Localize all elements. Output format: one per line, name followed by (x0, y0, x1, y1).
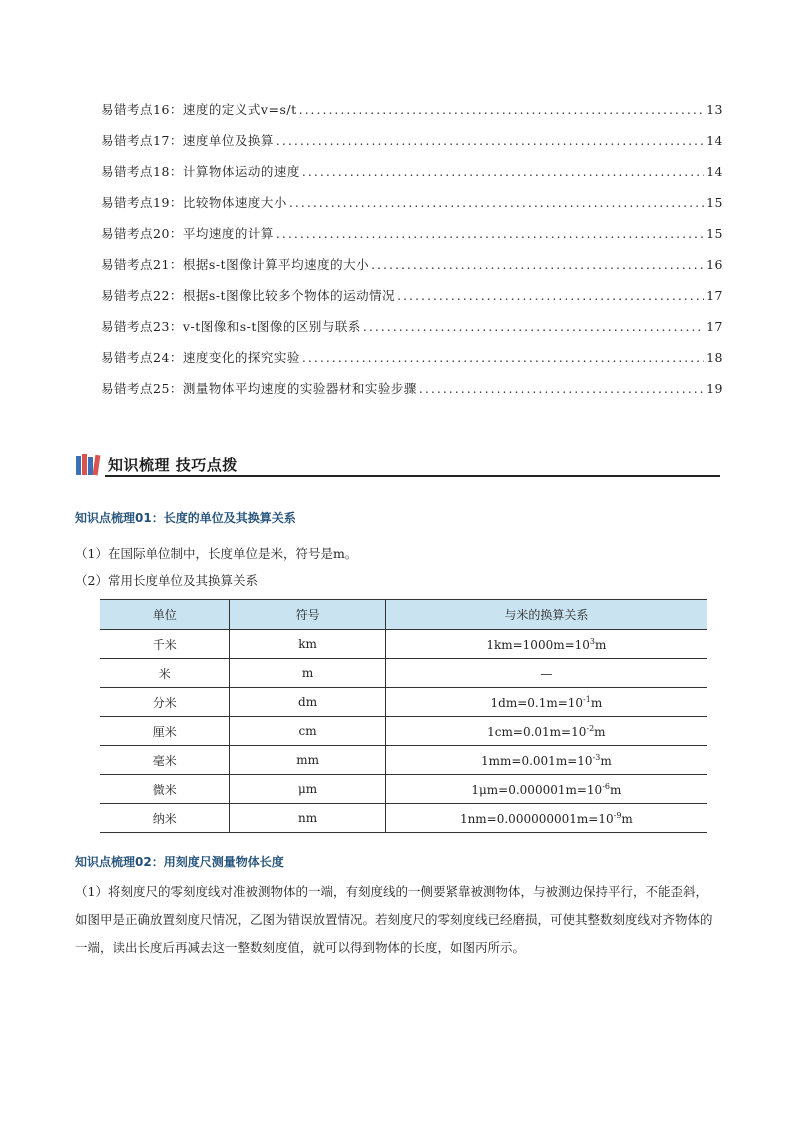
toc-page-number: 14 (706, 133, 723, 148)
toc-page-number: 19 (706, 381, 723, 396)
conversion-exponent: -6 (602, 781, 610, 791)
toc-entry[interactable] (101, 379, 723, 410)
toc-page-number: 16 (706, 257, 723, 272)
conversion-unit: m (609, 782, 622, 797)
toc-dot-leader (397, 288, 704, 303)
table-row (100, 746, 707, 775)
conversion-base: 1nm=0.000000001m=10 (459, 811, 614, 826)
unit-cell: 千米 (100, 630, 230, 659)
conversion-cell (385, 659, 707, 688)
toc-page-number: 15 (706, 226, 723, 241)
conversion-cell (385, 804, 707, 833)
conversion-exponent: -1 (583, 694, 591, 704)
toc-entry[interactable] (101, 317, 723, 348)
symbol-cell: nm (230, 804, 385, 833)
toc-entry[interactable] (101, 255, 723, 286)
toc-entry[interactable] (101, 131, 723, 162)
conversion-cell (385, 717, 707, 746)
toc-dot-leader (299, 102, 705, 117)
conversion-base: 1cm=0.01m=10 (487, 724, 587, 739)
paragraph: （2）常用长度单位及其换算关系 (75, 573, 258, 588)
toc-entry-label: 易错考点19：比较物体速度大小 (101, 195, 287, 210)
toc-entry-label: 易错考点17：速度单位及换算 (101, 133, 274, 148)
table-row (100, 630, 707, 659)
unit-cell: 毫米 (100, 746, 230, 775)
conversion-base: — (540, 666, 553, 681)
symbol-cell: μm (230, 775, 385, 804)
conversion-exponent: -3 (592, 752, 601, 762)
conversion-base: 1dm=0.1m=10 (490, 695, 584, 710)
toc-dot-leader (276, 133, 704, 148)
toc-entry-label: 易错考点21：根据s-t图像计算平均速度的大小 (101, 257, 370, 272)
conversion-unit: m (590, 695, 603, 710)
toc-dot-leader (363, 319, 704, 334)
conversion-base: 1mm=0.001m=10 (481, 753, 593, 768)
toc-entry-label: 易错考点25：测量物体平均速度的实验器材和实验步骤 (101, 381, 417, 396)
toc-dot-leader (302, 164, 704, 179)
unit-cell: 分米 (100, 688, 230, 717)
toc-entry-label: 易错考点20：平均速度的计算 (101, 226, 274, 241)
banner-underline (105, 475, 720, 477)
section-title: 知识点梳理02：用刻度尺测量物体长度 (75, 855, 284, 869)
conversion-exponent: 3 (589, 636, 596, 646)
paragraph: （1）将刻度尺的零刻度线对准被测物体的一端，有刻度线的一侧要紧靠被测物体，与被测边保持平行，不能歪斜，如图甲是正确放置刻度尺情况，乙图为错误放置情况。若刻度尺的零刻度线已经磨损，可使其整数刻度线对齐物体的一端，读出长度后再减去这一整数刻度值，就可以得到物体的长度，如图丙所示。 (75, 884, 713, 955)
column-header: 与米的换算关系 (385, 600, 707, 630)
conversion-unit: m (594, 724, 606, 739)
conversion-unit: m (595, 637, 607, 652)
conversion-cell (385, 630, 707, 659)
toc-entry-label: 易错考点16：速度的定义式v=s/t (101, 102, 297, 117)
section-title: 知识点梳理01：长度的单位及其换算关系 (75, 511, 296, 525)
conversion-base: 1km=1000m=10 (486, 637, 590, 652)
toc-entry[interactable] (101, 224, 723, 255)
toc-entry-label: 易错考点18：计算物体运动的速度 (101, 164, 300, 179)
conversion-cell (385, 775, 707, 804)
toc-page-number: 15 (706, 195, 723, 210)
conversion-base: 1μm=0.000001m=10 (471, 782, 603, 797)
toc-page-number: 13 (706, 102, 723, 117)
conversion-unit: m (600, 753, 612, 768)
toc-entry[interactable] (101, 162, 723, 193)
unit-cell: 微米 (100, 775, 230, 804)
table-row (100, 659, 707, 688)
symbol-cell: m (230, 659, 385, 688)
table-header-row (100, 600, 707, 630)
table-row (100, 804, 707, 833)
unit-cell: 纳米 (100, 804, 230, 833)
toc-dot-leader (302, 350, 704, 365)
table-row (100, 688, 707, 717)
unit-cell: 米 (100, 659, 230, 688)
symbol-cell: dm (230, 688, 385, 717)
books-icon (75, 454, 103, 476)
toc-entry-label: 易错考点22：根据s-t图像比较多个物体的运动情况 (101, 288, 396, 303)
unit-cell: 厘米 (100, 717, 230, 746)
symbol-cell: km (230, 630, 385, 659)
conversion-exponent: -2 (586, 723, 595, 733)
toc-entry-label: 易错考点23：v-t图像和s-t图像的区别与联系 (101, 319, 361, 334)
conversion-unit: m (621, 811, 633, 826)
toc-entry-label: 易错考点24：速度变化的探究实验 (101, 350, 300, 365)
toc-dot-leader (371, 257, 704, 272)
toc-dot-leader (289, 195, 704, 210)
unit-conversion-table (100, 599, 707, 833)
conversion-cell (385, 688, 707, 717)
toc-entry[interactable] (101, 100, 723, 131)
table-row (100, 717, 707, 746)
symbol-cell: cm (230, 717, 385, 746)
column-header: 单位 (100, 600, 230, 630)
banner-title: 知识梳理 技巧点拨 (108, 456, 238, 474)
toc-entry[interactable] (101, 348, 723, 379)
toc-entry[interactable] (101, 286, 723, 317)
toc-page-number: 14 (706, 164, 723, 179)
toc-page-number: 17 (706, 288, 723, 303)
conversion-cell (385, 746, 707, 775)
conversion-exponent: -9 (613, 810, 622, 820)
column-header: 符号 (230, 600, 385, 630)
toc-page-number: 18 (706, 350, 723, 365)
table-row (100, 775, 707, 804)
toc-dot-leader (276, 226, 704, 241)
symbol-cell: mm (230, 746, 385, 775)
table-of-contents (101, 100, 723, 410)
toc-entry[interactable] (101, 193, 723, 224)
toc-dot-leader (419, 381, 704, 396)
paragraph: （1）在国际单位制中，长度单位是米，符号是m。 (75, 546, 358, 561)
section-banner (75, 452, 720, 477)
toc-page-number: 17 (706, 319, 723, 334)
